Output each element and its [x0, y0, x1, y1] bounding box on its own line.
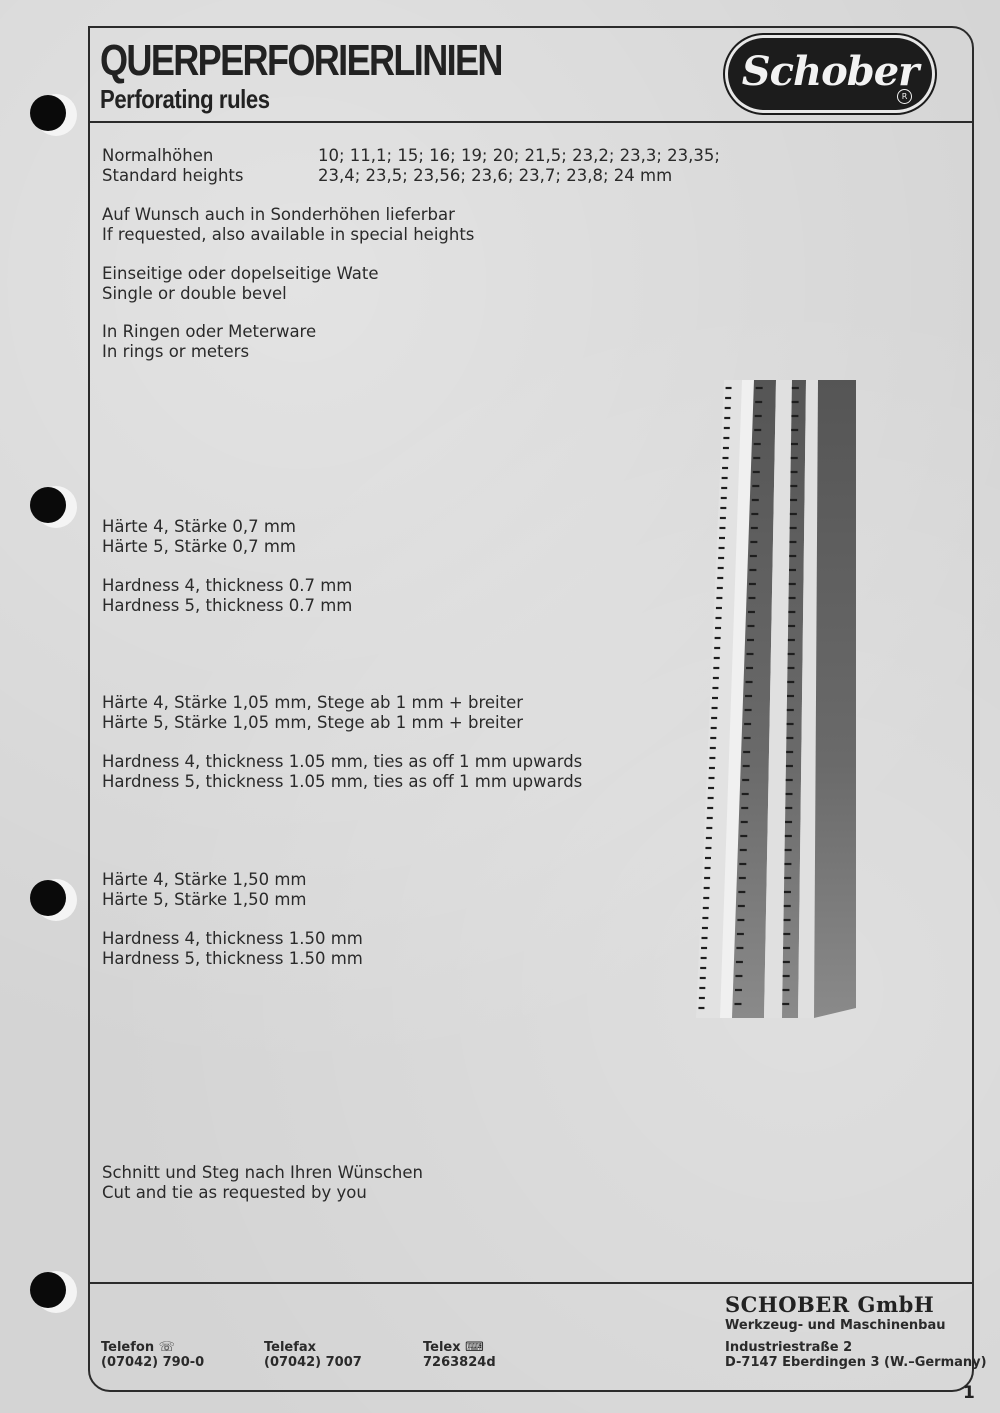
page-title: QUERPERFORIERLINIEN	[100, 36, 502, 85]
telex-label	[423, 1340, 484, 1355]
group3-de-line2: Härte 5, Stärke 1,50 mm	[102, 890, 307, 909]
telex-value: 7263824d	[423, 1355, 496, 1370]
address-street: Industriestraße 2	[725, 1340, 853, 1355]
punch-hole	[30, 95, 66, 131]
heights-label-en: Standard heights	[102, 166, 244, 185]
phone-value: (07042) 790-0	[101, 1355, 205, 1370]
group1-de-line1: Härte 4, Stärke 0,7 mm	[102, 517, 296, 536]
special-heights-de: Auf Wunsch auch in Sonderhöhen lieferbar	[102, 205, 455, 224]
company-tagline: Werkzeug- und Maschinenbau	[725, 1318, 946, 1333]
bevel-de: Einseitige oder dopelseitige Wate	[102, 264, 379, 283]
fax-label: Telefax	[264, 1340, 317, 1355]
group1-de-line2: Härte 5, Stärke 0,7 mm	[102, 537, 296, 556]
company-name: SCHOBER GmbH	[725, 1292, 935, 1317]
perforating-rules-photo	[694, 378, 856, 1023]
punch-hole	[30, 880, 66, 916]
group3-en-line2: Hardness 5, thickness 1.50 mm	[102, 949, 363, 968]
page-number: 1	[963, 1383, 975, 1403]
telex-label-text: Telex	[423, 1340, 461, 1355]
group2-en-line1: Hardness 4, thickness 1.05 mm, ties as off 1 mm upwards	[102, 752, 583, 771]
logo-wordmark: Schober	[741, 47, 919, 95]
header-divider	[88, 121, 974, 123]
bevel-en: Single or double bevel	[102, 284, 287, 303]
group3-de-line1: Härte 4, Stärke 1,50 mm	[102, 870, 307, 889]
footer-divider	[88, 1282, 974, 1284]
group1-en-line2: Hardness 5, thickness 0.7 mm	[102, 596, 353, 615]
telex-machine-icon: ⌨	[465, 1340, 484, 1355]
phone-label	[101, 1340, 175, 1355]
punch-hole	[30, 487, 66, 523]
registered-mark-icon: R	[897, 89, 912, 104]
address-city: D-7147 Eberdingen 3 (W.–Germany)	[725, 1355, 987, 1370]
page-subtitle: Perforating rules	[100, 84, 270, 114]
heights-label-de: Normalhöhen	[102, 146, 214, 165]
special-heights-en: If requested, also available in special heights	[102, 225, 475, 244]
rings-de: In Ringen oder Meterware	[102, 322, 317, 341]
group2-de-line2: Härte 5, Stärke 1,05 mm, Stege ab 1 mm + breiter	[102, 713, 524, 732]
group1-en-line1: Hardness 4, thickness 0.7 mm	[102, 576, 353, 595]
telephone-icon: ☏	[158, 1340, 175, 1355]
rings-en: In rings or meters	[102, 342, 250, 361]
group2-de-line1: Härte 4, Stärke 1,05 mm, Stege ab 1 mm + breiter	[102, 693, 524, 712]
heights-values-line2: 23,4; 23,5; 23,56; 23,6; 23,7; 23,8; 24 mm	[318, 166, 673, 185]
schober-logo	[728, 38, 932, 110]
fax-value: (07042) 7007	[264, 1355, 362, 1370]
phone-label-text: Telefon	[101, 1340, 155, 1355]
heights-values-line1: 10; 11,1; 15; 16; 19; 20; 21,5; 23,2; 23,3; 23,35;	[318, 146, 720, 165]
group3-en-line1: Hardness 4, thickness 1.50 mm	[102, 929, 363, 948]
punch-hole	[30, 1272, 66, 1308]
custom-en: Cut and tie as requested by you	[102, 1183, 367, 1202]
custom-de: Schnitt und Steg nach Ihren Wünschen	[102, 1163, 423, 1182]
group2-en-line2: Hardness 5, thickness 1.05 mm, ties as off 1 mm upwards	[102, 772, 583, 791]
